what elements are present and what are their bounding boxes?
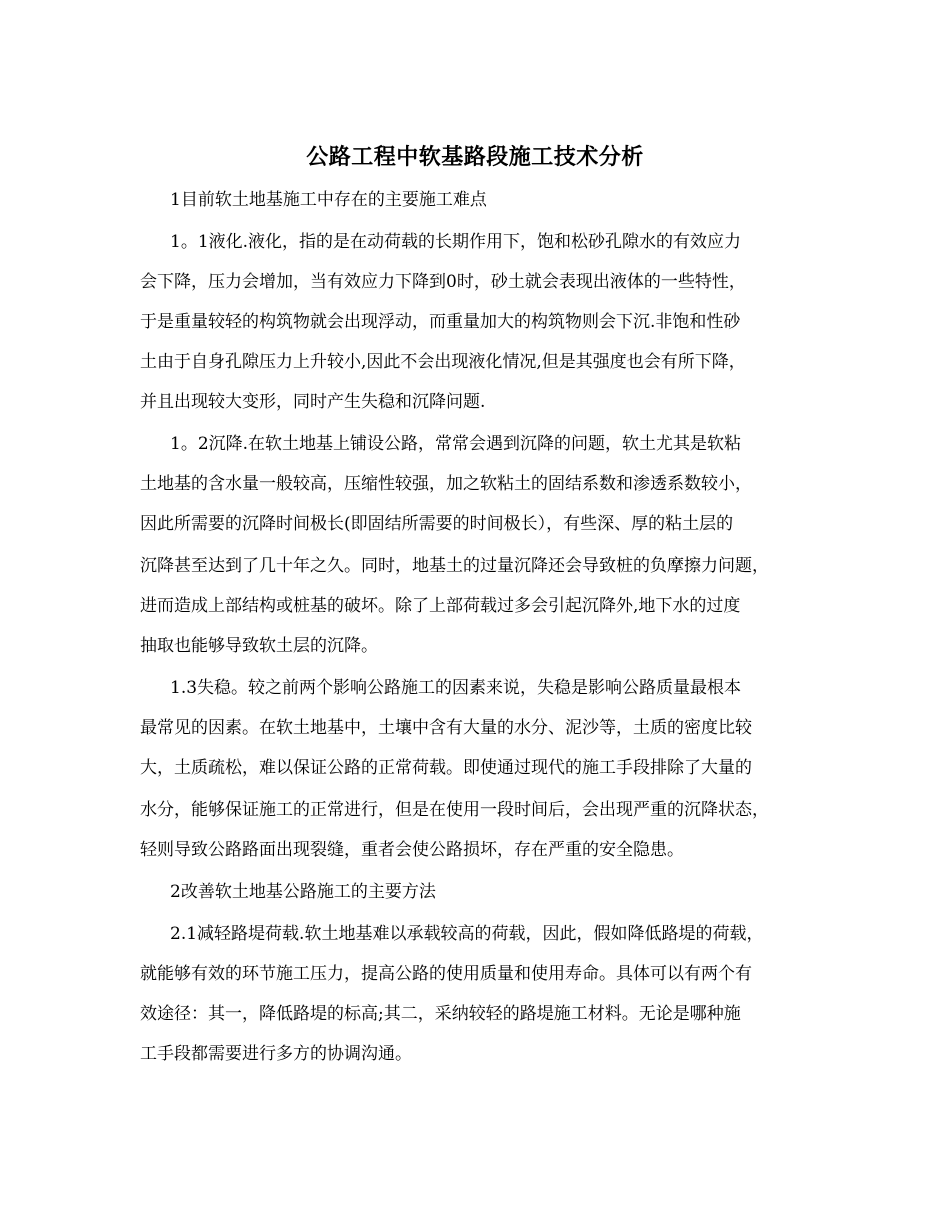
paragraph-line: 土地基的含水量一般较高，压缩性较强，加之软粘土的固结系数和渗透系数较小， [140, 474, 752, 494]
paragraph-line: 就能够有效的环节施工压力，提高公路的使用质量和使用寿命。具体可以有两个有 [140, 964, 752, 984]
paragraph-line: 因此所需要的沉降时间极长(即固结所需要的时间极长），有些深、厚的粘土层的 [140, 514, 734, 534]
paragraph-line: 工手段都需要进行多方的协调沟通。 [140, 1044, 412, 1064]
paragraph-line: 1。2沉降.在软土地基上铺设公路，常常会遇到沉降的问题，软土尤其是软粘 [170, 434, 742, 454]
section-heading-1: 1目前软土地基施工中存在的主要施工难点 [170, 190, 487, 210]
paragraph-line: 1。1液化.液化，指的是在动荷载的长期作用下，饱和松砂孔隙水的有效应力 [170, 232, 742, 252]
paragraph-line: 于是重量较轻的构筑物就会出现浮动，而重量加大的构筑物则会下沉.非饱和性砂 [140, 312, 741, 332]
section-heading-2: 2改善软土地基公路施工的主要方法 [170, 882, 436, 902]
paragraph-line: 抽取也能够导致软土层的沉降。 [140, 636, 378, 656]
paragraph-line: 1.3失稳。较之前两个影响公路施工的因素来说，失稳是影响公路质量最根本 [170, 678, 742, 698]
paragraph-line: 会下降，压力会增加，当有效应力下降到0时，砂土就会表现出液体的一些特性， [140, 272, 746, 292]
paragraph-line: 土由于自身孔隙压力上升较小,因此不会出现液化情况,但是其强度也会有所下降， [140, 352, 746, 372]
document-title: 公路工程中软基路段施工技术分析 [306, 144, 644, 170]
paragraph-line: 效途径：其一，降低路堤的标高;其二，采纳较轻的路堤施工材料。无论是哪种施 [140, 1004, 741, 1024]
paragraph-line: 最常见的因素。在软土地基中，土壤中含有大量的水分、泥沙等，土质的密度比较 [140, 718, 752, 738]
paragraph-line: 水分，能够保证施工的正常进行，但是在使用一段时间后，会出现严重的沉降状态， [140, 800, 769, 820]
paragraph-line: 大，土质疏松，难以保证公路的正常荷载。即使通过现代的施工手段排除了大量的 [140, 758, 752, 778]
paragraph-line: 进而造成上部结构或桩基的破坏。除了上部荷载过多会引起沉降外,地下水的过度 [140, 596, 741, 616]
paragraph-line: 2.1减轻路堤荷载.软土地基难以承载较高的荷载，因此，假如降低路堤的荷载， [170, 924, 764, 944]
paragraph-line: 轻则导致公路路面出现裂缝，重者会使公路损坏，存在严重的安全隐患。 [140, 840, 684, 860]
paragraph-line: 并且出现较大变形，同时产生失稳和沉降问题. [140, 392, 486, 412]
paragraph-line: 沉降甚至达到了几十年之久。同时，地基土的过量沉降还会导致桩的负摩擦力问题， [140, 556, 769, 576]
